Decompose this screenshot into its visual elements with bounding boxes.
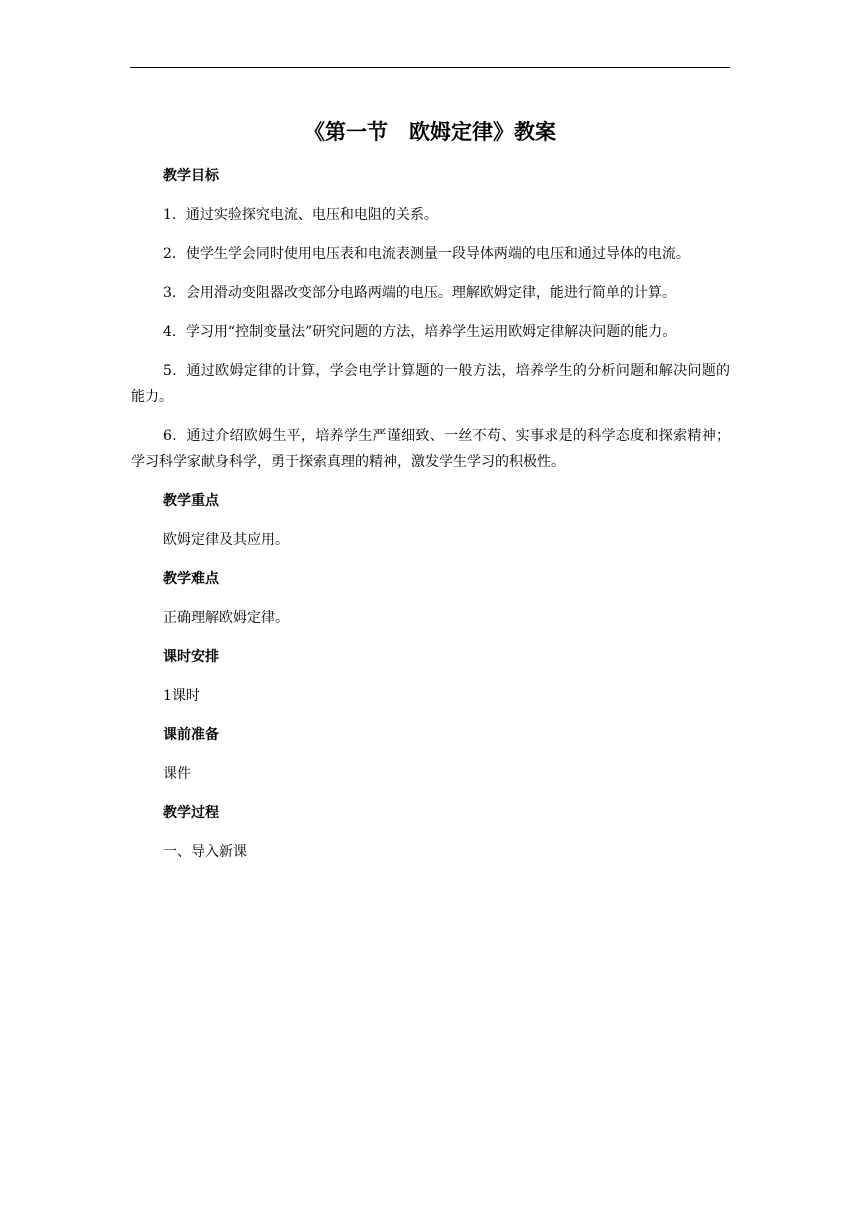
key-points-heading: 教学重点 bbox=[163, 493, 219, 509]
process-text: 一、导入新课 bbox=[163, 844, 247, 860]
difficulties-text: 正确理解欧姆定律。 bbox=[163, 610, 289, 626]
schedule-text: 1课时 bbox=[163, 688, 200, 704]
objective-item-4: 4．学习用“控制变量法”研究问题的方法，培养学生运用欧姆定律解决问题的能力。 bbox=[163, 324, 677, 340]
preparation-heading: 课前准备 bbox=[163, 727, 219, 743]
objectives-heading: 教学目标 bbox=[163, 168, 219, 184]
objective-item-1: 1．通过实验探究电流、电压和电阻的关系。 bbox=[163, 207, 438, 223]
schedule-heading: 课时安排 bbox=[163, 649, 219, 665]
key-points-text: 欧姆定律及其应用。 bbox=[163, 532, 289, 548]
preparation-text: 课件 bbox=[163, 766, 191, 782]
document-body bbox=[131, 163, 730, 878]
objective-item-5: 5．通过欧姆定律的计算，学会电学计算题的一般方法，培养学生的分析问题和解决问题的能力。 bbox=[131, 363, 730, 405]
objective-item-3: 3．会用滑动变阻器改变部分电路两端的电压。理解欧姆定律，能进行简单的计算。 bbox=[163, 285, 676, 301]
objective-item-2: 2．使学生学会同时使用电压表和电流表测量一段导体两端的电压和通过导体的电流。 bbox=[163, 246, 690, 262]
process-heading: 教学过程 bbox=[163, 805, 219, 821]
document-title: 《第一节 欧姆定律》教案 bbox=[304, 119, 556, 144]
header-rule bbox=[130, 67, 730, 68]
objective-item-6: 6．通过介绍欧姆生平，培养学生严谨细致、一丝不苟、实事求是的科学态度和探索精神；学习科学家献身科学，勇于探索真理的精神，激发学生学习的积极性。 bbox=[131, 428, 730, 470]
difficulties-heading: 教学难点 bbox=[163, 571, 219, 587]
